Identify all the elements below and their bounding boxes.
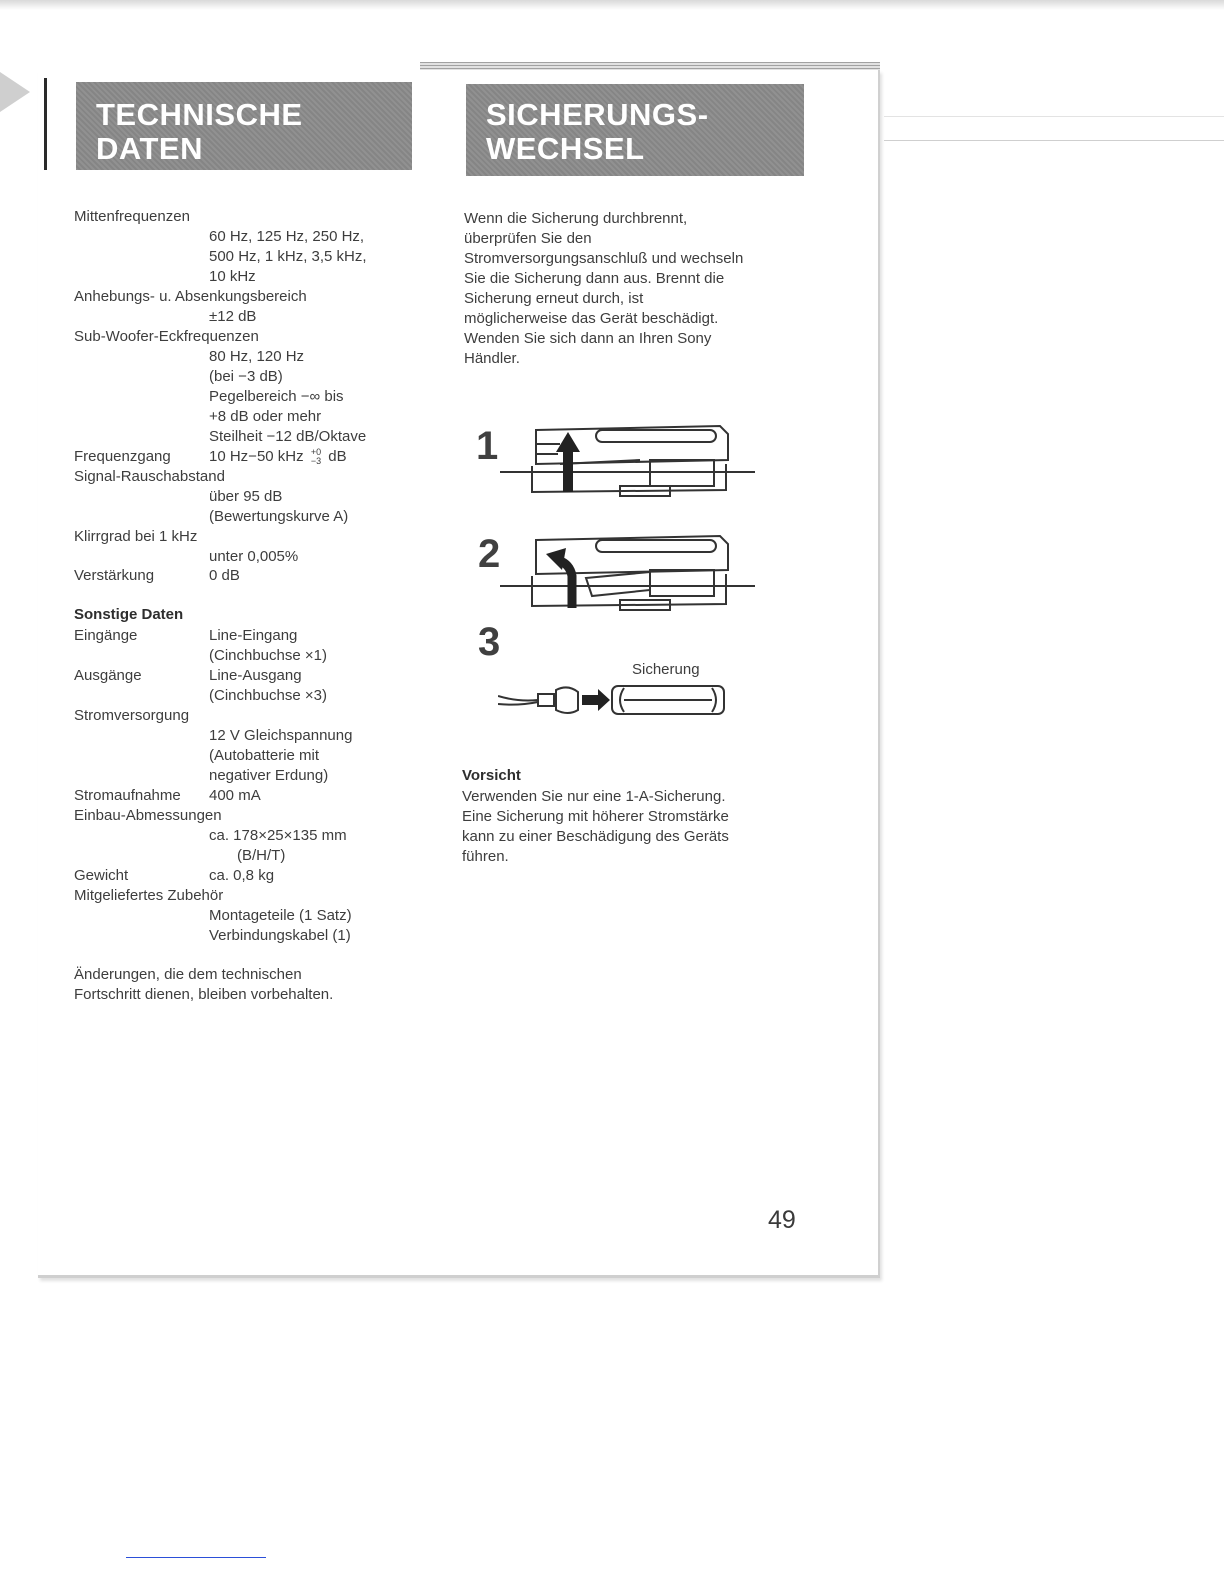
spec-value: +8 dB oder mehr xyxy=(209,408,322,425)
heading-line: TECHNISCHE xyxy=(96,97,303,132)
paragraph-line: Sie die Sicherung dann aus. Brennt die xyxy=(464,270,725,287)
step-number: 3 xyxy=(478,620,501,664)
spec-value: ±12 dB xyxy=(209,308,257,325)
heading-text xyxy=(486,98,709,166)
spec-label: Mitgeliefertes Zubehör xyxy=(74,887,224,904)
paragraph-line: Sicherung erneut durch, ist xyxy=(464,290,644,307)
paragraph-line: führen. xyxy=(462,848,509,865)
paragraph-line: überprüfen Sie den xyxy=(464,230,592,247)
spec-value: 12 V Gleichspannung xyxy=(209,727,353,744)
scan-edge-line xyxy=(884,140,1224,141)
scan-corner xyxy=(0,72,30,112)
scan-top-shade xyxy=(0,0,1224,10)
footnote-line: Änderungen, die dem technischen xyxy=(74,966,302,983)
frequenzgang-unit: dB xyxy=(328,448,347,465)
spec-label: Eingänge xyxy=(74,627,138,644)
spec-value: (bei −3 dB) xyxy=(209,368,283,385)
subheading-sonstige-daten: Sonstige Daten xyxy=(74,606,184,623)
spec-value: 0 dB xyxy=(209,567,240,584)
spec-label: Ausgänge xyxy=(74,667,142,684)
paragraph-line: Wenn die Sicherung durchbrennt, xyxy=(464,210,688,227)
step-number: 1 xyxy=(476,424,499,468)
tolerance-minus: −3 xyxy=(310,456,322,467)
spec-label: Stromaufnahme xyxy=(74,787,181,804)
spec-label: Einbau-Abmessungen xyxy=(74,807,222,824)
scan-underline xyxy=(126,1557,266,1558)
spec-value: 80 Hz, 120 Hz xyxy=(209,348,305,365)
spec-label: Mittenfrequenzen xyxy=(74,208,190,225)
section-heading-technische-daten xyxy=(76,82,412,170)
spec-label: Signal-Rauschabstand xyxy=(74,468,225,485)
spec-label: Klirrgrad bei 1 kHz xyxy=(74,528,198,545)
spec-value: über 95 dB xyxy=(209,488,283,505)
spec-value: 60 Hz, 125 Hz, 250 Hz, xyxy=(209,228,365,245)
heading-line: SICHERUNGS- xyxy=(486,97,709,132)
spec-value: Line-Eingang xyxy=(209,627,298,644)
footnote-line: Fortschritt dienen, bleiben vorbehalten. xyxy=(74,986,334,1003)
spec-value: negativer Erdung) xyxy=(209,767,329,784)
spec-value: (Cinchbuchse ×1) xyxy=(209,647,327,664)
spec-value: 400 mA xyxy=(209,787,261,804)
spec-label: Verstärkung xyxy=(74,567,155,584)
paragraph-line: Händler. xyxy=(464,350,520,367)
spec-value: (Bewertungskurve A) xyxy=(209,508,349,525)
curved-arrow-icon xyxy=(546,548,572,608)
fuse-label: Sicherung xyxy=(632,661,700,678)
page-number: 49 xyxy=(768,1206,796,1234)
arrow-up-icon xyxy=(556,432,580,492)
caution-heading: Vorsicht xyxy=(462,767,521,784)
frequenzgang-value: 10 Hz−50 kHz xyxy=(209,448,304,465)
spec-value: ca. 0,8 kg xyxy=(209,867,275,884)
heading-line: DATEN xyxy=(96,131,203,166)
spec-value: Pegelbereich −∞ bis xyxy=(209,388,344,405)
spec-value: unter 0,005% xyxy=(209,548,299,565)
fuse-holder-icon xyxy=(500,530,760,612)
page-spine xyxy=(44,78,47,170)
spec-value: 500 Hz, 1 kHz, 3,5 kHz, xyxy=(209,248,367,265)
paragraph-line: Wenden Sie sich dann an Ihren Sony xyxy=(464,330,712,347)
spec-value: Line-Ausgang xyxy=(209,667,302,684)
fuse-holder-icon xyxy=(500,420,760,500)
spec-label: Stromversorgung xyxy=(74,707,190,724)
tolerance xyxy=(311,448,321,466)
paragraph-line: Eine Sicherung mit höherer Stromstärke xyxy=(462,808,729,825)
paragraph-line: Stromversorgungsanschluß und wechseln xyxy=(464,250,744,267)
spec-label: Gewicht xyxy=(74,867,129,884)
spec-label: Anhebungs- u. Absenkungsbereich xyxy=(74,288,307,305)
fuse-icon xyxy=(498,682,730,718)
spec-value: Montageteile (1 Satz) xyxy=(209,907,352,924)
paragraph-line: möglicherweise das Gerät beschädigt. xyxy=(464,310,719,327)
spec-value: ca. 178×25×135 mm xyxy=(209,827,347,844)
paragraph-line: Verwenden Sie nur eine 1-A-Sicherung. xyxy=(462,788,726,805)
spec-value: (Cinchbuchse ×3) xyxy=(209,687,327,704)
heading-text xyxy=(96,98,303,166)
spec-value: Verbindungskabel (1) xyxy=(209,927,351,944)
heading-line: WECHSEL xyxy=(486,131,645,166)
spec-value: 10 kHz xyxy=(209,268,256,285)
spec-value: Steilheit −12 dB/Oktave xyxy=(209,428,367,445)
section-heading-sicherungswechsel xyxy=(466,84,804,176)
scan-edge-line xyxy=(884,116,1224,117)
spec-label: Sub-Woofer-Eckfrequenzen xyxy=(74,328,259,345)
spec-label: Frequenzgang xyxy=(74,448,171,465)
spec-value: (Autobatterie mit xyxy=(209,747,320,764)
spec-value: (B/H/T) xyxy=(237,847,286,864)
paragraph-line: kann zu einer Beschädigung des Geräts xyxy=(462,828,729,845)
page-sheet xyxy=(38,70,880,1278)
spec-value xyxy=(209,447,347,467)
step-number: 2 xyxy=(478,532,501,576)
tolerance-plus: +0 xyxy=(310,447,322,458)
